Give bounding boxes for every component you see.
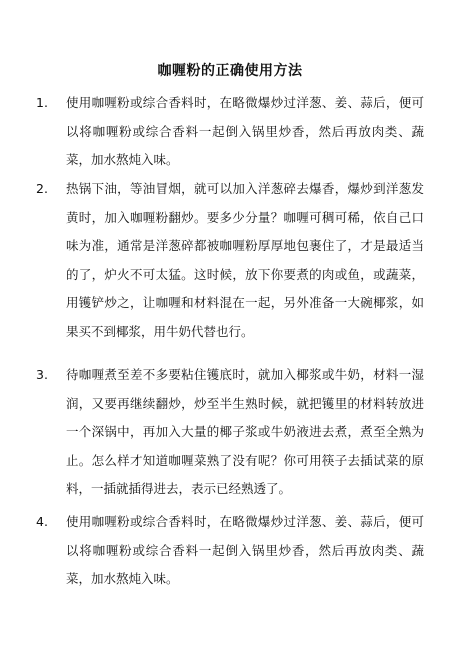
list-item-number: 1. (36, 95, 48, 110)
document-title: 咖喱粉的正确使用方法 (157, 63, 303, 79)
list-item-4 (36, 508, 424, 594)
list-item-text: 使用咖喱粉或综合香料时，在略微爆炒过洋葱、姜、蒜后，便可以将咖喱粉或综合香料一起倒入锅里炒香，然后再放肉类、蔬菜，加水熬炖入味。 (66, 95, 424, 168)
list-item-number: 2. (36, 181, 48, 196)
list-item-text: 热锅下油，等油冒烟，就可以加入洋葱碎去爆香，爆炒到洋葱发黄时，加入咖喱粉翻炒。要多少分量？咖喱可稠可稀，依自己口味为准，通常是洋葱碎都被咖喱粉厚厚地包裹住了，才是最适当的了，炉火不可太猛。这时候，放下你要煮的肉或鱼，或蔬菜，用镬铲炒之，让咖喱和材料混在一起，另外准备一大碗椰浆，如果买不到椰浆，用牛奶代替也行。 (66, 181, 424, 339)
list-item-number: 3. (36, 367, 48, 382)
list-item-3 (36, 361, 424, 504)
list-item-text: 待咖喱煮至差不多要粘住镬底时，就加入椰浆或牛奶，材料一湿润，又要再继续翻炒，炒至半生熟时候，就把镬里的材料转放进一个深锅中，再加入大量的椰子浆或牛奶液进去煮，煮至全熟为止。怎么样才知道咖喱菜熟了没有呢？你可用筷子去插试菜的原料，一插就插得进去，表示已经熟透了。 (66, 367, 424, 497)
list-item-number: 4. (36, 514, 48, 529)
list-item-text: 使用咖喱粉或综合香料时，在略微爆炒过洋葱、姜、蒜后，便可以将咖喱粉或综合香料一起倒入锅里炒香，然后再放肉类、蔬菜，加水熬炖入味。 (66, 514, 424, 587)
list-item-2 (36, 175, 424, 347)
list-item-1 (36, 89, 424, 175)
